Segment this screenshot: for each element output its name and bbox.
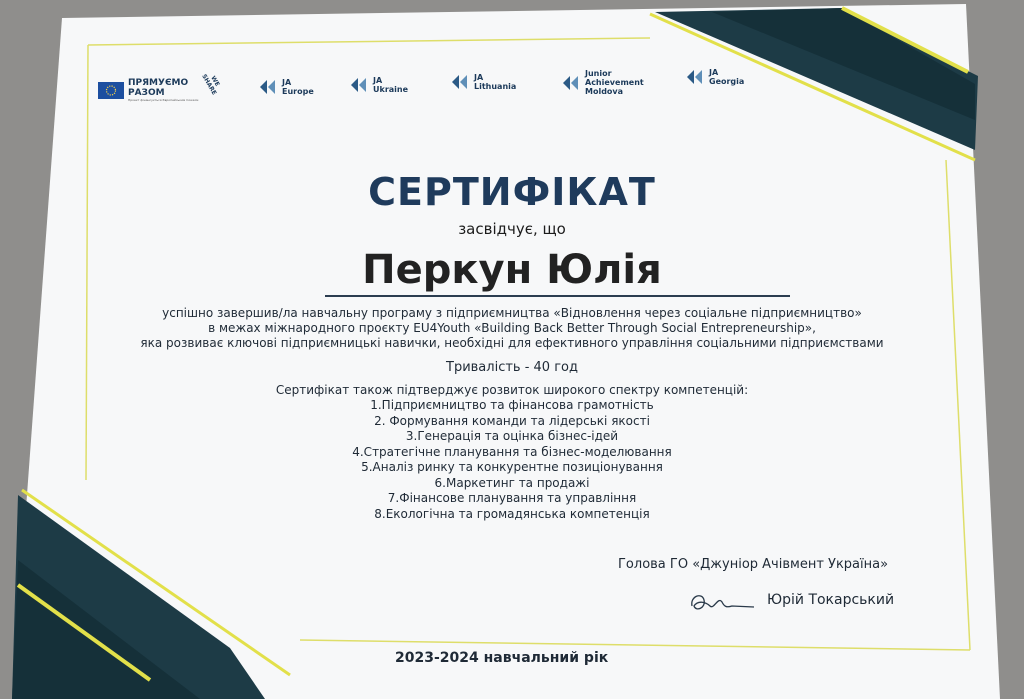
- ja-triangle-icon: [452, 74, 470, 90]
- we-share-text: WE SHARE: [200, 73, 221, 97]
- ja-triangle-icon: [563, 75, 581, 91]
- eu-partner-name: ПРЯМУЄМО РАЗОМ: [128, 78, 189, 98]
- competence-item: 6.Маркетинг та продажі: [434, 475, 590, 490]
- academic-year: 2023-2024 навчальний рік: [395, 650, 609, 666]
- ja-moldova-line1: Junior: [585, 69, 612, 78]
- eu-flag-icon: [98, 82, 124, 99]
- recipient-name: Перкун Юлія: [362, 247, 662, 293]
- ja-moldova-line3: Moldova: [585, 87, 624, 96]
- ja-moldova-logo: [563, 69, 644, 96]
- certificate-title: СЕРТИФІКАТ: [368, 170, 656, 214]
- ja-georgia-line2: Georgia: [709, 77, 745, 86]
- ja-triangle-icon: [687, 69, 705, 85]
- competence-intro: Сертифікат також підтверджує розвиток широкого спектру компетенцій:: [275, 383, 749, 397]
- eu-partner-subtitle: Проект фінансується Європейським Союзом: [128, 98, 199, 102]
- competence-item: 1.Підприємництво та фінансова грамотність: [370, 398, 654, 412]
- competence-item: 7.Фінансове планування та управління: [387, 491, 637, 505]
- body-line-1: успішно завершив/ла навчальну програму з підприємництва «Відновлення через соціальне підприємництво»: [162, 306, 862, 320]
- ja-triangle-icon: [260, 79, 278, 95]
- competence-item: 2. Формування команди та лідерські якості: [374, 413, 650, 428]
- eu-partner-logo: [98, 78, 208, 102]
- ja-moldova-line2: Achievement: [585, 78, 644, 87]
- recipient-underline: [325, 295, 790, 297]
- signer-name: Юрій Токарський: [767, 592, 895, 608]
- competence-list: [0, 398, 1024, 522]
- ja-georgia-line1: JA: [709, 68, 719, 77]
- body-line-3: яка розвиває ключові підприємницькі навички, необхідні для ефективного управління соціальними підприємствами: [140, 336, 884, 350]
- competence-item: 8.Екологічна та громадянська компетенція: [374, 506, 650, 521]
- ja-lithuania-logo: [452, 73, 516, 91]
- ja-lithuania-line1: JA: [474, 73, 484, 82]
- ja-ukraine-line2: Ukraine: [373, 85, 409, 94]
- competence-item: 4.Стратегічне планування та бізнес-моделювання: [352, 444, 672, 459]
- competence-item: 3.Генерація та оцінка бізнес-ідей: [405, 429, 619, 443]
- we-share-badge: [198, 73, 226, 97]
- ja-lithuania-line2: Lithuania: [474, 82, 517, 91]
- witness-text: засвідчує, що: [458, 220, 566, 238]
- body-line-2: в межах міжнародного проєкту EU4Youth «Building Back Better Through Social Entrepreneurship»,: [208, 321, 816, 335]
- ja-europe-line2: Europe: [282, 87, 314, 96]
- ja-europe-line1: JA: [282, 78, 292, 87]
- handwritten-signature: [688, 586, 758, 618]
- ja-georgia-logo: [687, 68, 744, 86]
- competence-item: 5.Аналіз ринку та конкурентне позиціонування: [361, 460, 663, 474]
- duration-text: Тривалість - 40 год: [446, 360, 578, 375]
- ja-triangle-icon: [351, 77, 369, 93]
- head-title: Голова ГО «Джуніор Ачівмент Україна»: [618, 557, 889, 572]
- ja-ukraine-line1: JA: [373, 76, 383, 85]
- ja-europe-logo: [260, 78, 314, 96]
- ja-ukraine-logo: [351, 76, 408, 94]
